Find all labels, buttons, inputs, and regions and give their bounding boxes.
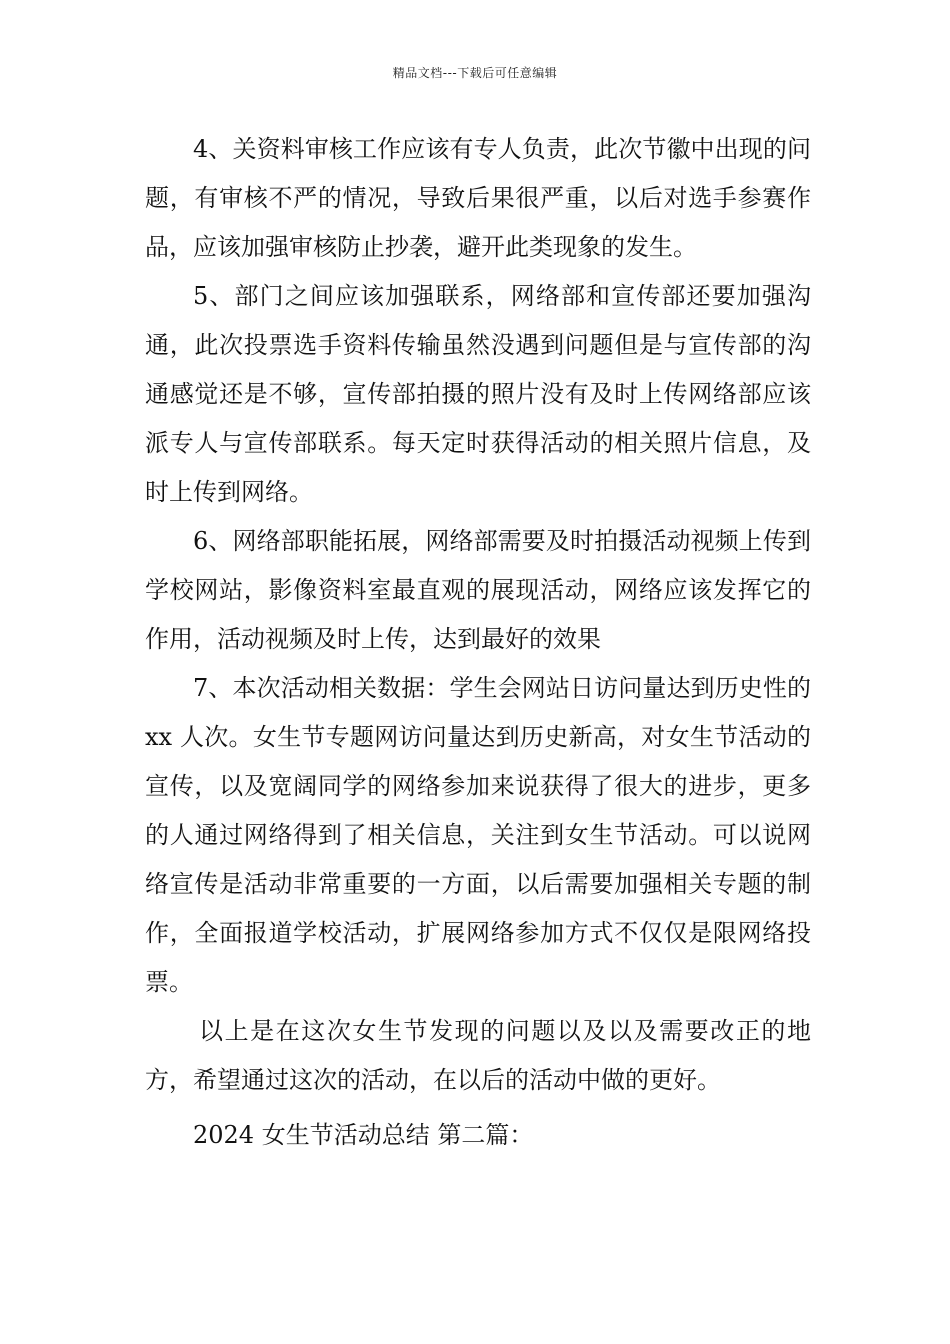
paragraph-7: 7、本次活动相关数据：学生会网站日访问量达到历史性的 xx 人次。女生节专题网访问量达到历史新高，对女生节活动的宣传，以及宽阔同学的网络参加来说获得了很大的进步，更多的人通过网络得到了相关信息，关注到女生节活动。可以说网络宣传是活动非常重要的一方面，以后需要加强相关专题的制作，全面报道学校活动，扩展网络参加方式不仅仅是限网络投票。 bbox=[145, 674, 811, 996]
page-header: 精品文档---下载后可任意编辑 bbox=[392, 66, 558, 80]
paragraph-summary: 以上是在这次女生节发现的问题以及以及需要改正的地方，希望通过这次的活动，在以后的活动中做的更好。 bbox=[145, 1017, 811, 1094]
document-body bbox=[145, 125, 811, 1160]
paragraph-5: 5、部门之间应该加强联系，网络部和宣传部还要加强沟通，此次投票选手资料传输虽然没遇到问题但是与宣传部的沟通感觉还是不够，宣传部拍摄的照片没有及时上传网络部应该派专人与宣传部联系。每天定时获得活动的相关照片信息，及时上传到网络。 bbox=[145, 282, 811, 506]
section-heading: 2024 女生节活动总结 第二篇： bbox=[193, 1121, 534, 1149]
paragraph-4: 4、关资料审核工作应该有专人负责，此次节徽中出现的问题，有审核不严的情况，导致后果很严重，以后对选手参赛作品，应该加强审核防止抄袭，避开此类现象的发生。 bbox=[145, 135, 811, 261]
paragraph-6: 6、网络部职能拓展，网络部需要及时拍摄活动视频上传到学校网站，影像资料室最直观的展现活动，网络应该发挥它的作用，活动视频及时上传，达到最好的效果 bbox=[145, 527, 811, 653]
